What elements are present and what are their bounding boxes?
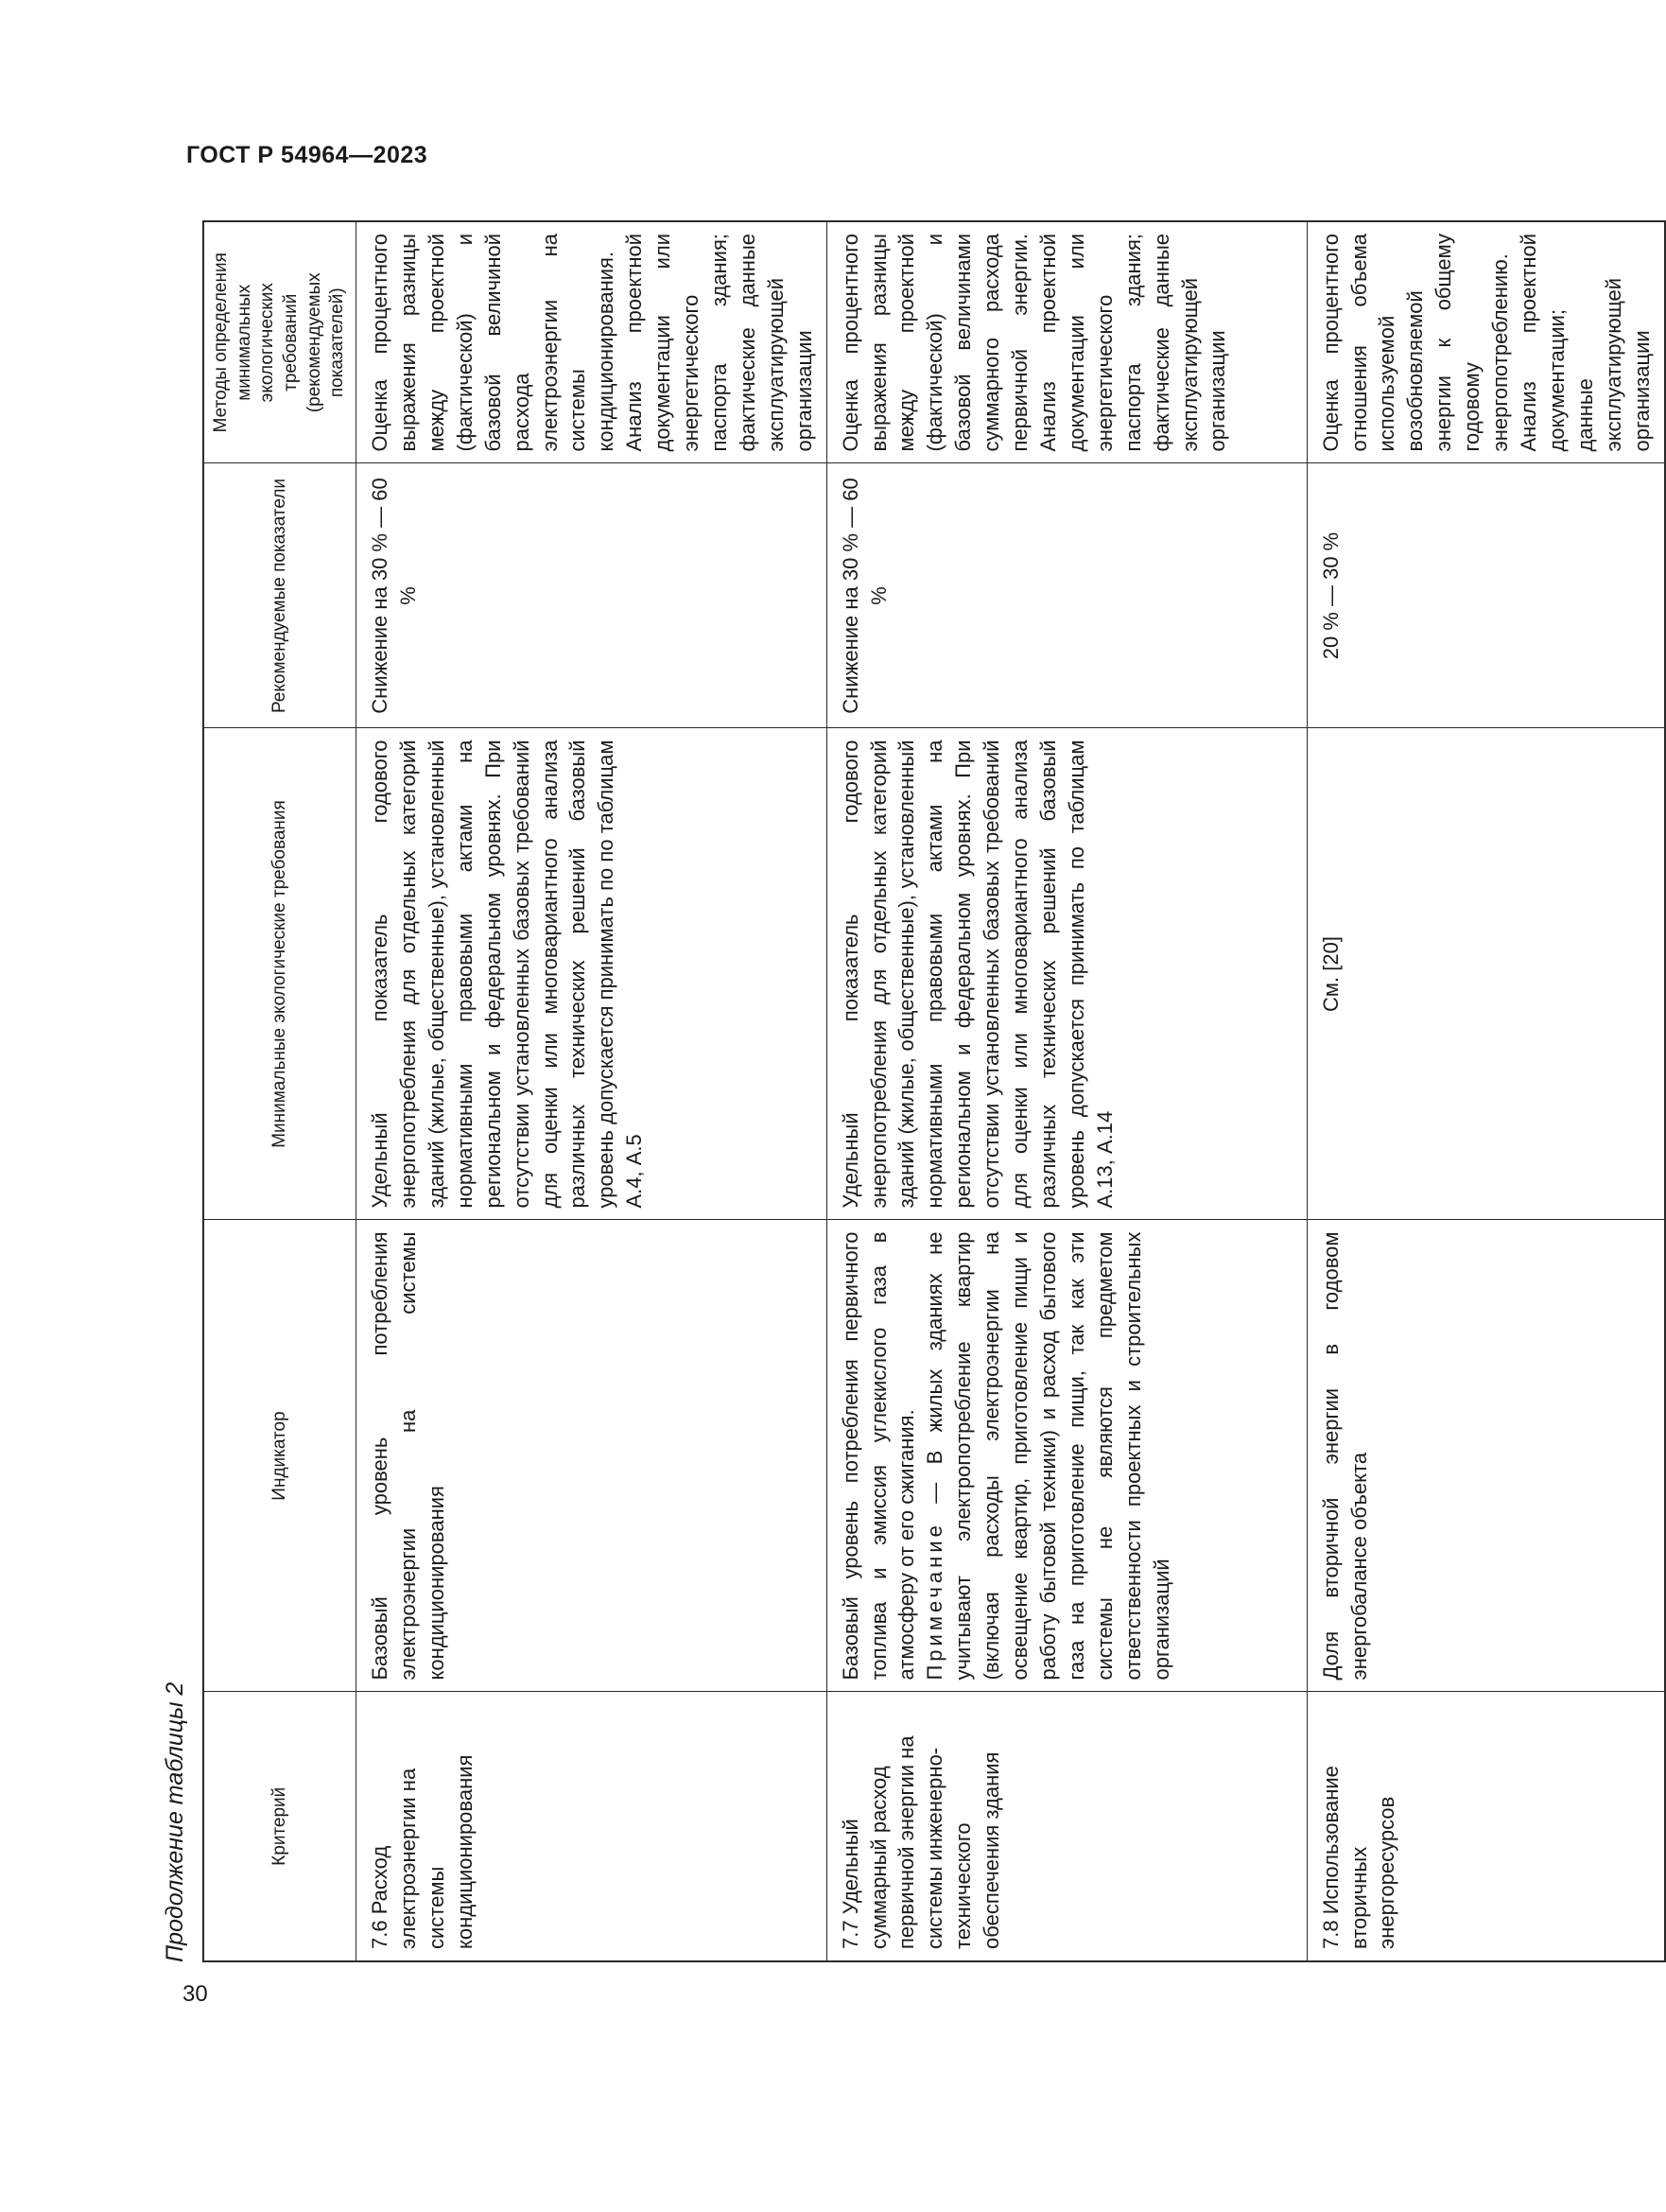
requirements-table [202,220,1666,1962]
cell-recommended: Снижение на 30 % — 60 % [356,463,827,728]
cell-recommended: Снижение на 30 % — 60 % [826,463,1307,728]
table-row [826,221,1307,1961]
cell-indicator [826,1220,1307,1692]
table-header-row [203,221,356,1961]
column-header-methods: Методы определения минимальных экологических требований (рекомендуемых показателей) [203,221,356,463]
column-header-minimum: Минимальные экологические требования [203,728,356,1220]
document-header: ГОСТ Р 54964—2023 [186,142,428,168]
cell-minimum: Удельный показатель годового энергопотребления для отдельных категорий зданий (жилые, общественные), установленный нормативными правовыми актами на региональном и федеральном уровнях. При отсутствии установленных базовых требований для оценки или многовариантного анализа различных технических решений базовый уровень допускается принимать по таблицам А.13, А.14 [826,728,1307,1220]
column-header-criterion: Критерий [203,1692,356,1961]
rotated-table-container [158,222,1654,1962]
cell-indicator: Доля вторичной энергии в годовом энергобалансе объекта [1307,1220,1664,1692]
cell-criterion: 7.8 Использование вторичных энергоресурсов [1307,1692,1664,1961]
cell-criterion: 7.6 Расход электроэнергии на системы кондиционирования [356,1692,827,1961]
table-row [356,221,827,1961]
note-text: — В жилых зданиях не учитывают электропотребление квартир (включая расходы электроэнергии на освещение квартир, приготовление пищи и работу бытовой техники) и расход бытового газа на приготовление пищи, так как эти системы не являются предметом ответственности проектных и строительных организаций [923,1231,1173,1681]
table-caption: Продолжение таблицы 2 [162,1681,188,1962]
cell-methods: Оценка процентного выражения разницы между проектной (фактической) и базовой величинами суммарного расхода первичной энергии. Анализ проектной документации или энергетического паспорта здания; фактические данные эксплуатирующей организации [826,221,1307,463]
cell-indicator: Базовый уровень потребления электроэнергии на системы кондиционирования [356,1220,827,1692]
column-header-indicator: Индикатор [203,1220,356,1692]
indicator-text: Базовый уровень потребления первичного топлива и эмиссия углекислого газа в атмосферу от его сжигания. [838,1231,919,1681]
page-number: 30 [182,1981,208,2007]
cell-criterion: 7.7 Удельный суммарный расход первичной энергии на системы инженерно-технического обеспечения здания [826,1692,1307,1961]
note-label: Примечание [923,1522,947,1681]
column-header-recommended: Рекомендуемые показатели [203,463,356,728]
cell-minimum: Удельный показатель годового энергопотребления для отдельных категорий зданий (жилые, общественные), установленный нормативными правовыми актами на региональном и федеральном уровнях. При отсутствии установленных базовых требований для оценки или многовариантного анализа различных технических решений базовый уровень допускается принимать по по таблицам А.4, А.5 [356,728,827,1220]
cell-minimum: См. [20] [1307,728,1664,1220]
indicator-note [921,1232,1175,1681]
cell-methods: Оценка процентного отношения объема используемой возобновляемой энергии к общему годовому энергопотреблению. Анализ проектной документации; данные эксплуатирующей организации [1307,221,1664,463]
cell-recommended: 20 % — 30 % [1307,463,1664,728]
cell-methods: Оценка процентного выражения разницы между проектной (фактической) и базовой величиной расхода электроэнергии на системы кондиционирования. Анализ проектной документации или энергетического паспорта здания; фактические данные эксплуатирующей организации [356,221,827,463]
table-row [1307,221,1664,1961]
